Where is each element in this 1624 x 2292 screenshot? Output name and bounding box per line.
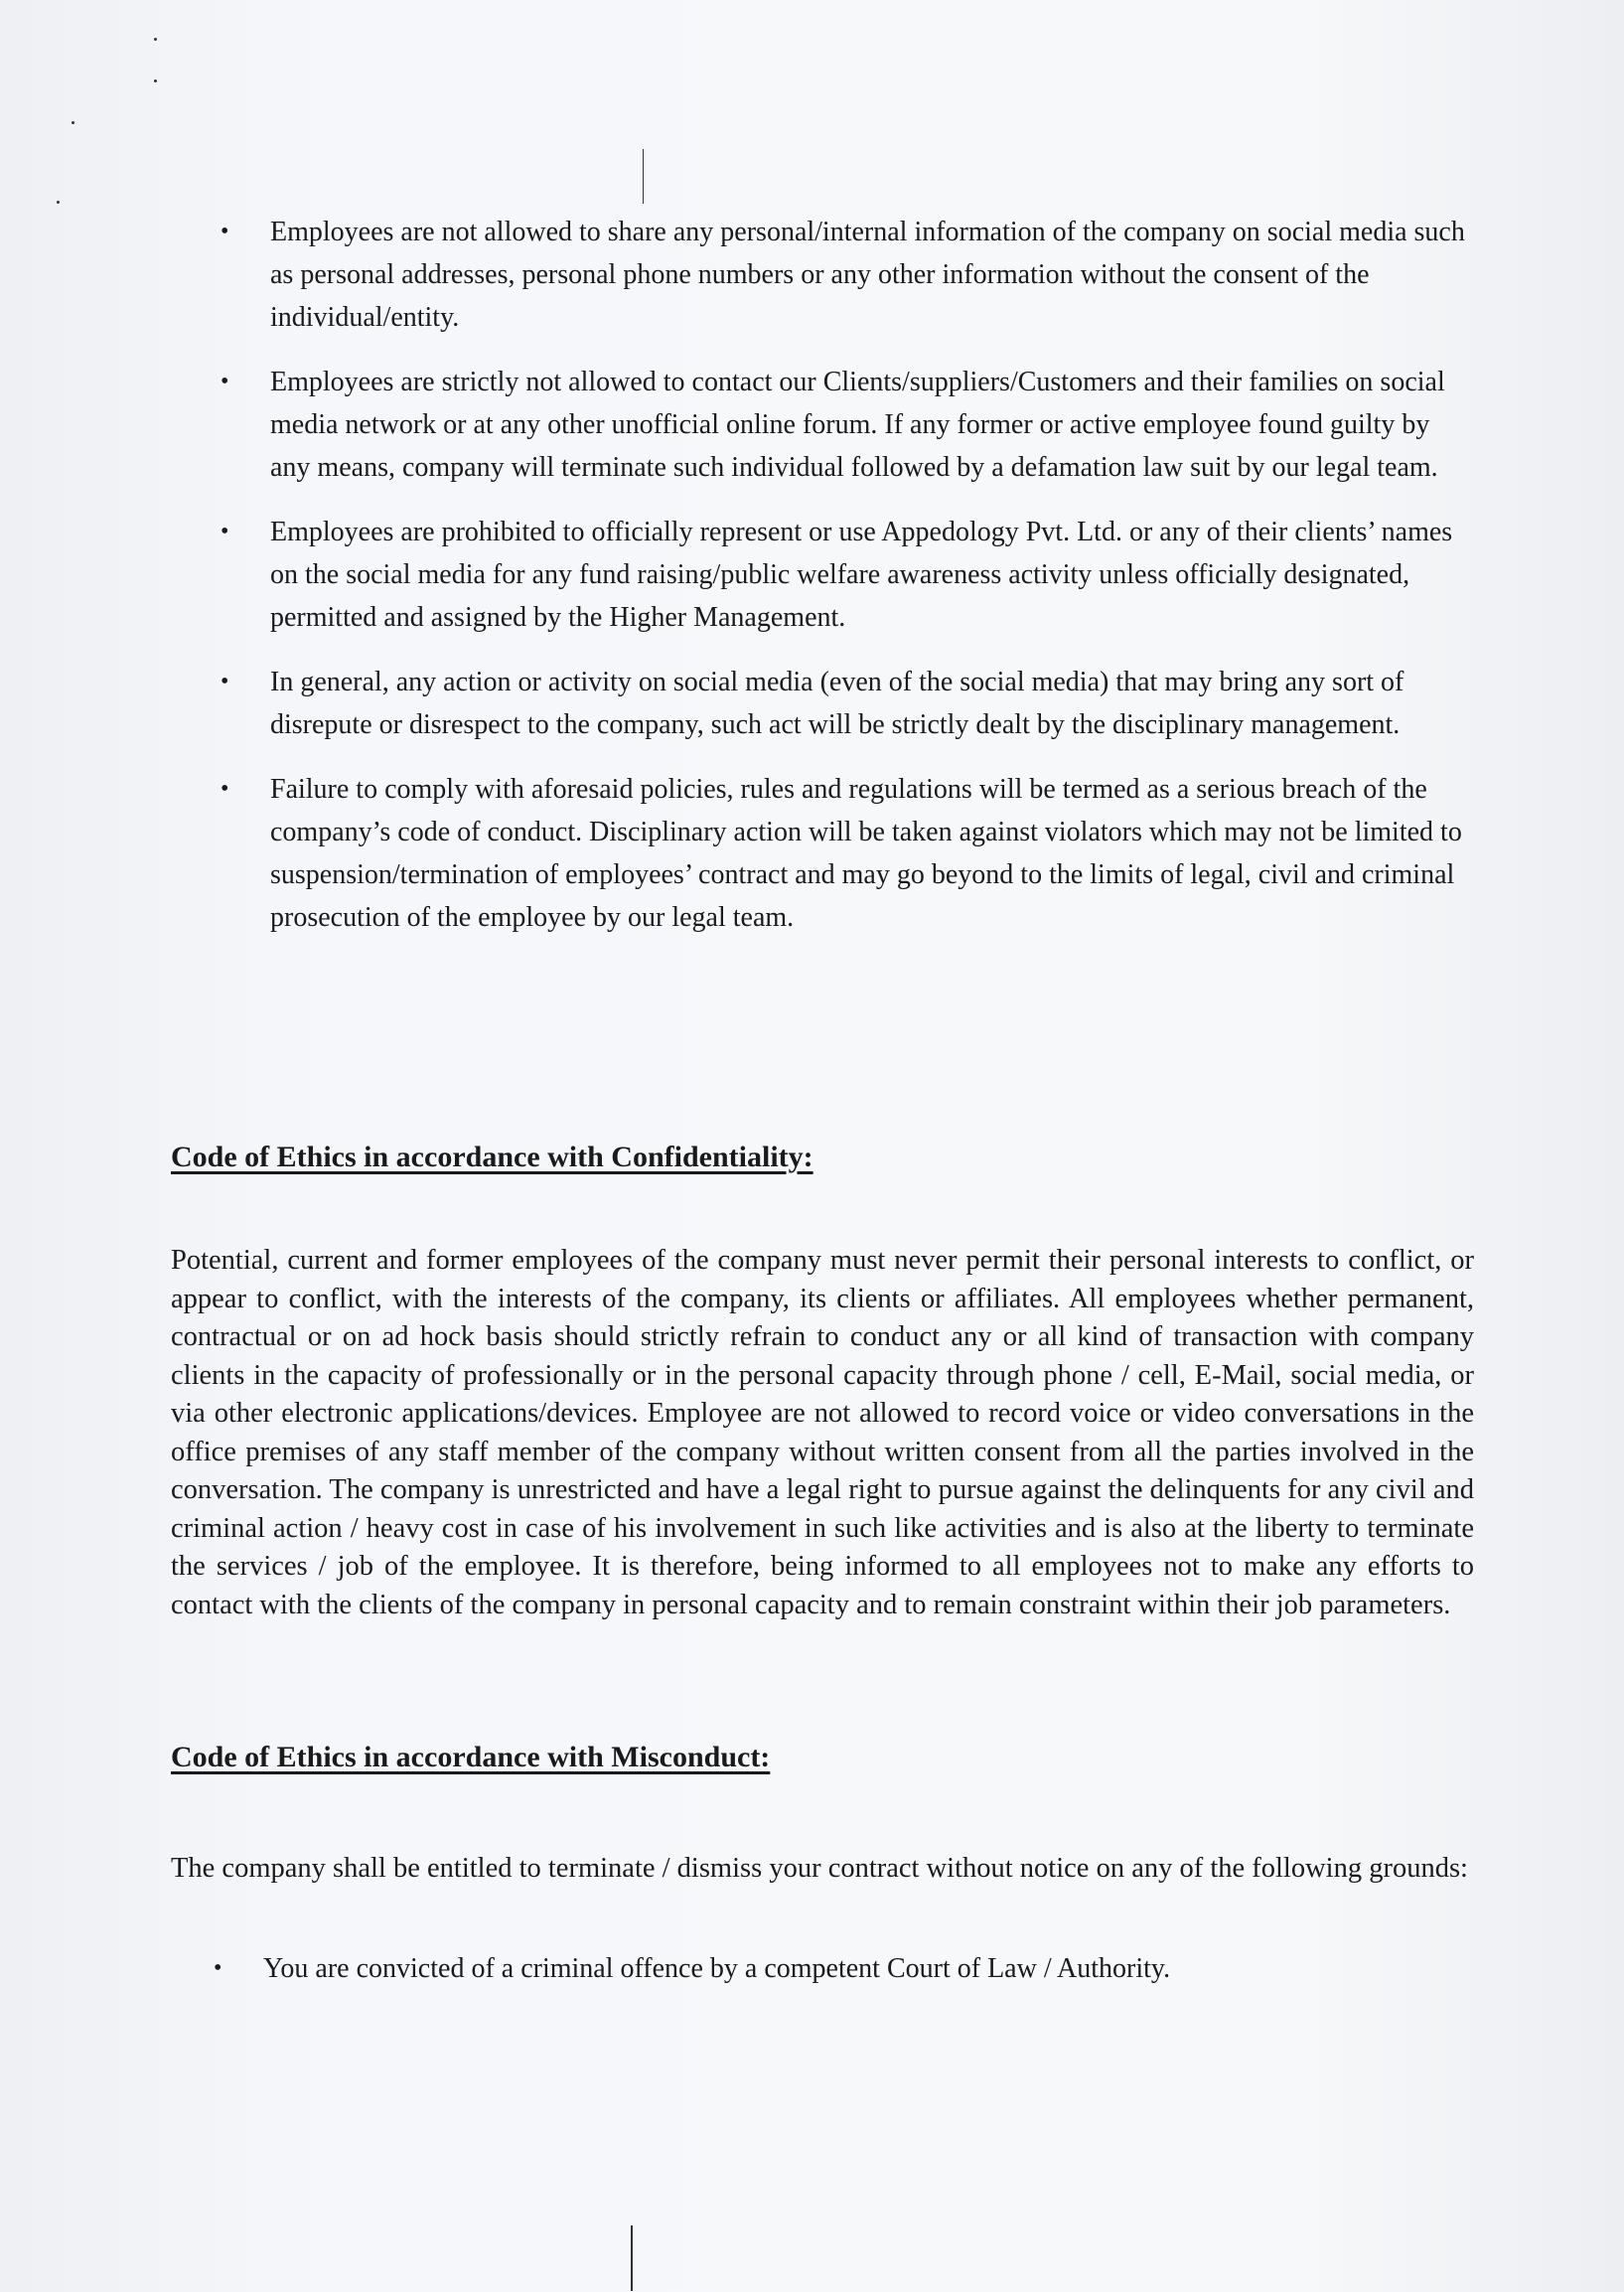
bullet-text: In general, any action or activity on social media (even of the social media) that may bring any sort of disrepute or disrespect to the company, such act will be strictly dealt by the disciplinary management.: [270, 667, 1404, 740]
scan-artifact-line: [631, 2225, 633, 2291]
scan-speck: [57, 201, 60, 204]
bullet-text: Employees are strictly not allowed to contact our Clients/suppliers/Customers and their families on social media network or at any other unofficial online forum. If any former or active employee found guilty by any means, company will terminate such individual followed by a defamation law suit by our legal team.: [270, 367, 1445, 483]
bullet-icon: •: [221, 669, 229, 694]
scan-artifact-line: [643, 149, 644, 204]
scan-speck: [72, 121, 74, 124]
misconduct-bullet: [214, 1947, 1465, 1990]
scan-speck: [154, 38, 157, 41]
policy-bullet: [221, 211, 1472, 339]
bullet-text: Employees are not allowed to share any personal/internal information of the company on social media such as personal addresses, personal phone numbers or any other information without the consent of the individual/entity.: [270, 217, 1465, 333]
bullet-text: You are convicted of a criminal offence by a competent Court of Law / Authority.: [263, 1953, 1171, 1984]
social-media-policy-list: [221, 211, 1472, 961]
misconduct-intro: The company shall be entitled to terminate / dismiss your contract without notice on any of the following grounds:: [171, 1853, 1468, 1884]
bullet-icon: •: [214, 1955, 222, 1981]
bullet-icon: •: [221, 519, 229, 544]
scan-speck: [154, 79, 157, 82]
bullet-icon: •: [221, 369, 229, 394]
bullet-icon: •: [221, 219, 229, 244]
misconduct-heading: Code of Ethics in accordance with Misconduct:: [171, 1741, 771, 1773]
bullet-icon: •: [221, 776, 229, 802]
policy-bullet: [221, 511, 1472, 639]
misconduct-list: [214, 1947, 1465, 2012]
confidentiality-heading: Code of Ethics in accordance with Confidentiality:: [171, 1141, 813, 1173]
bullet-text: Failure to comply with aforesaid policies, rules and regulations will be termed as a serious breach of the company’s code of conduct. Disciplinary action will be taken against violators which may not be limited to suspension/termination of employees’ contract and may go beyond to the limits of legal, civil and criminal prosecution of the employee by our legal team.: [270, 774, 1462, 933]
policy-bullet: [221, 661, 1472, 746]
policy-bullet: [221, 361, 1472, 489]
policy-bullet: [221, 768, 1472, 939]
bullet-text: Employees are prohibited to officially represent or use Appedology Pvt. Ltd. or any of their clients’ names on the social media for any fund raising/public welfare awareness activity unless officially designated, permitted and assigned by the Higher Management.: [270, 517, 1453, 633]
confidentiality-paragraph: Potential, current and former employees of the company must never permit their personal interests to conflict, or appear to conflict, with the interests of the company, its clients or affiliates. All employees whether permanent, contractual or on ad hock basis should strictly refrain to conduct any or all kind of transaction with company clients in the capacity of professionally or in the personal capacity through phone / cell, E-Mail, social media, or via other electronic applications/devices. Employee are not allowed to record voice or video conversations in the office premises of any staff member of the company without written consent from all the parties involved in the conversation. The company is unrestricted and have a legal right to pursue against the delinquents for any civil and criminal action / heavy cost in case of his involvement in such like activities and is also at the liberty to terminate the services / job of the employee. It is therefore, being informed to all employees not to make any efforts to contact with the clients of the company in personal capacity and to remain constraint within their job parameters.: [171, 1245, 1474, 1620]
